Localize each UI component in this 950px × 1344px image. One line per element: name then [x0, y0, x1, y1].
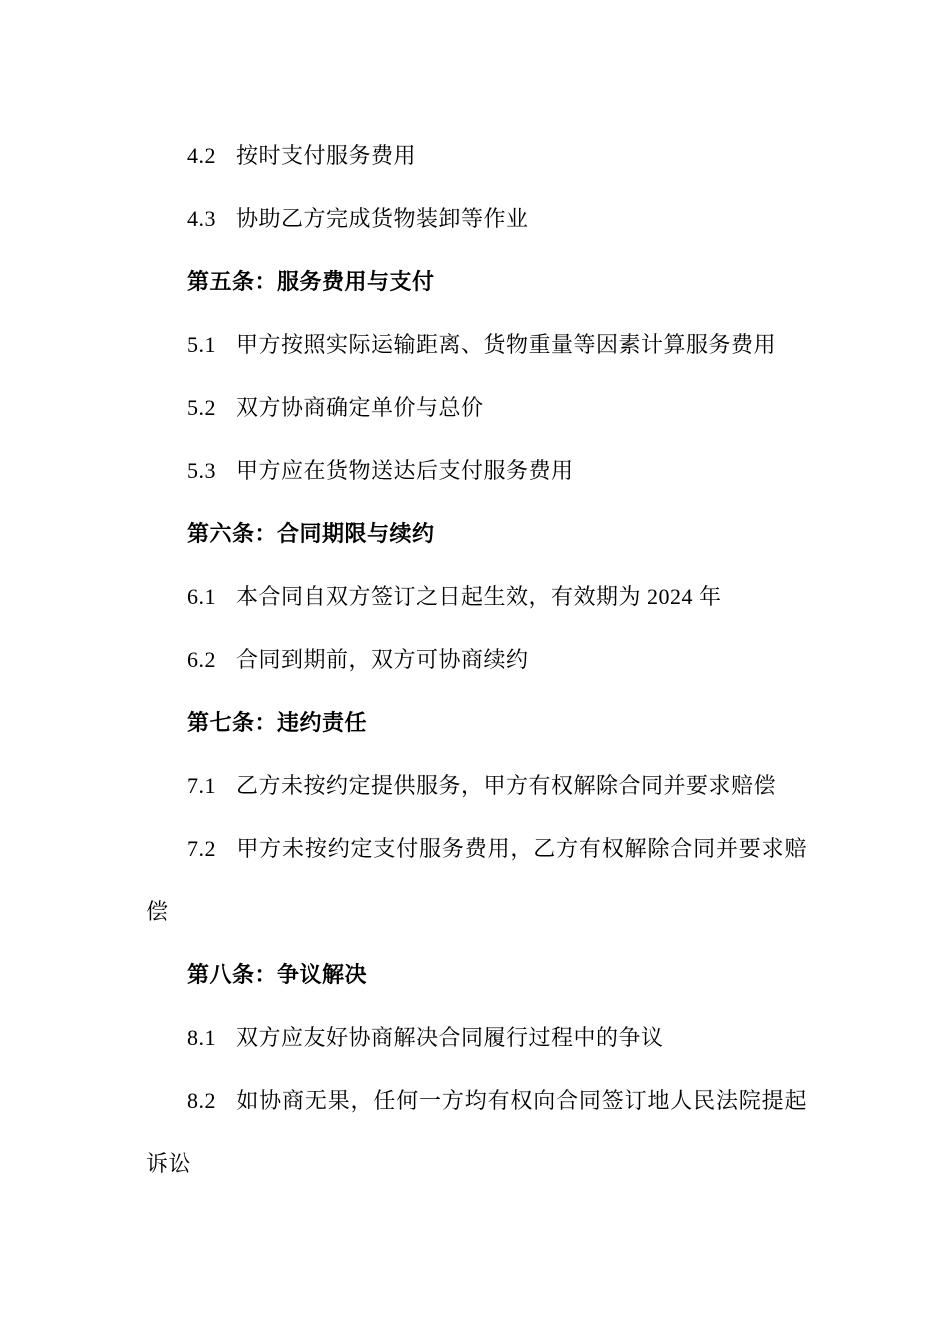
contract-clause [146, 439, 807, 502]
clause-number: 4.3 [187, 206, 216, 231]
clause-text: 乙方未按约定提供服务，甲方有权解除合同并要求赔偿 [236, 773, 777, 798]
clause-number: 7.1 [187, 773, 216, 798]
clause-text: 协助乙方完成货物装卸等作业 [236, 206, 529, 231]
section-heading-text: 第五条：服务费用与支付 [187, 269, 435, 294]
section-heading [146, 943, 807, 1006]
contract-clause [146, 376, 807, 439]
contract-clause [146, 565, 807, 628]
clause-number: 5.1 [187, 332, 216, 357]
section-heading-text: 第七条：违约责任 [187, 710, 368, 735]
contract-clause [146, 313, 807, 376]
contract-clause [146, 754, 807, 817]
clause-number: 6.2 [187, 647, 216, 672]
contract-clause [146, 1069, 807, 1195]
clause-text: 双方应友好协商解决合同履行过程中的争议 [236, 1025, 664, 1050]
section-heading [146, 502, 807, 565]
clause-text: 双方协商确定单价与总价 [236, 395, 484, 420]
clause-text: 甲方未按约定支付服务费用，乙方有权解除合同并要求赔偿 [146, 836, 807, 924]
clause-number: 8.2 [187, 1088, 216, 1113]
clause-number: 8.1 [187, 1025, 216, 1050]
clause-number: 5.2 [187, 395, 216, 420]
clause-text: 甲方应在货物送达后支付服务费用 [236, 458, 574, 483]
contract-clause [146, 1006, 807, 1069]
section-heading [146, 250, 807, 313]
clause-text: 甲方按照实际运输距离、货物重量等因素计算服务费用 [236, 332, 777, 357]
contract-clause [146, 124, 807, 187]
contract-clause [146, 187, 807, 250]
section-heading [146, 691, 807, 754]
clause-number: 4.2 [187, 143, 216, 168]
clause-text: 如协商无果，任何一方均有权向合同签订地人民法院提起诉讼 [146, 1088, 807, 1176]
clause-text: 按时支付服务费用 [236, 143, 417, 168]
section-heading-text: 第八条：争议解决 [187, 962, 368, 987]
clause-text: 合同到期前，双方可协商续约 [236, 647, 529, 672]
clause-number: 7.2 [187, 836, 216, 861]
clause-text: 本合同自双方签订之日起生效，有效期为 2024 年 [236, 584, 722, 609]
contract-clause [146, 628, 807, 691]
clause-number: 6.1 [187, 584, 216, 609]
clause-number: 5.3 [187, 458, 216, 483]
section-heading-text: 第六条：合同期限与续约 [187, 521, 435, 546]
contract-clause [146, 817, 807, 943]
